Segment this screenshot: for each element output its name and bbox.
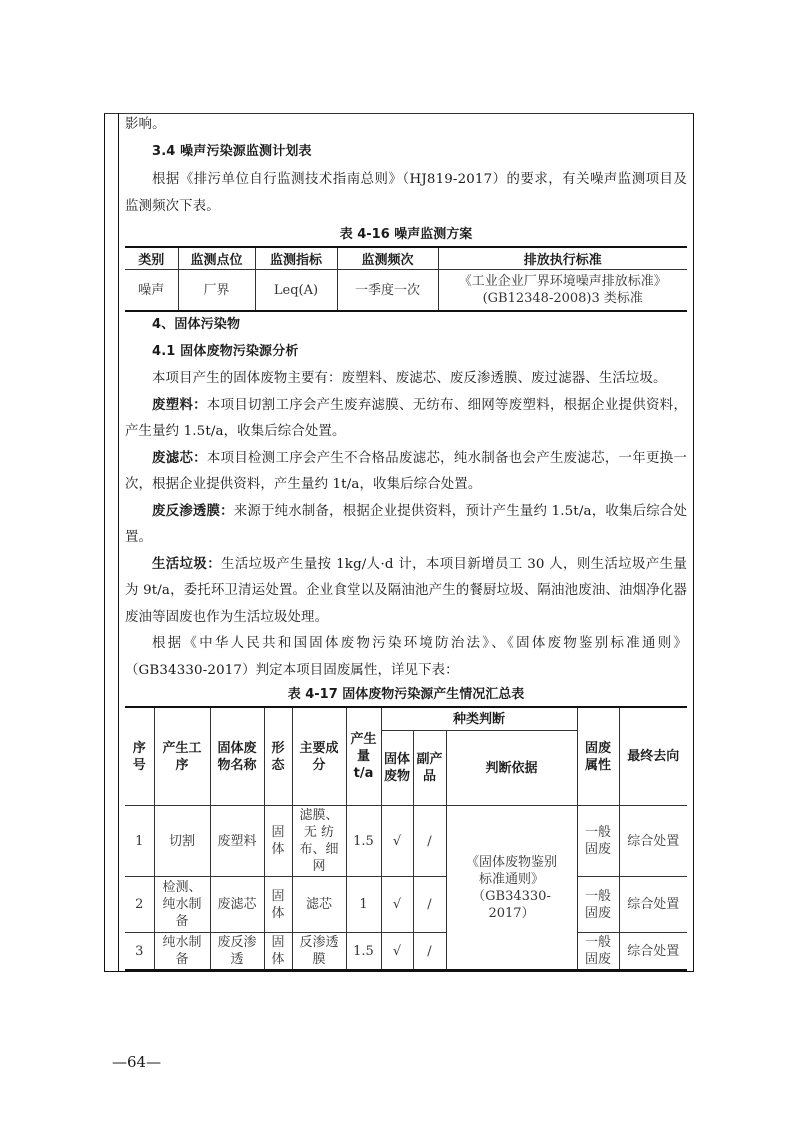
header-amount-unit: t/a [353, 766, 374, 781]
cell-destination: 综合处置 [619, 877, 687, 933]
cell-attribute: 一般固废 [577, 806, 619, 877]
cell-monitoring-point: 厂界 [178, 270, 255, 312]
header-category: 类别 [125, 247, 178, 270]
waste-item-filter [125, 446, 687, 499]
header-seq: 序号 [125, 707, 154, 806]
cell-solid-waste: √ [381, 933, 413, 971]
cell-seq: 2 [125, 877, 154, 933]
waste-item-text: 本项目切割工序会产生废弃滤膜、无纺布、细网等废塑料，根据企业提供资料，产生量约 1.5t/a，收集后综合处置。 [125, 397, 687, 439]
document-body [125, 113, 687, 972]
section-3-4-heading: 3.4 噪声污染源监测计划表 [152, 144, 312, 159]
cell-composition: 反渗透膜 [292, 933, 346, 971]
header-monitoring-point: 监测点位 [178, 247, 255, 270]
cell-process: 纯水制备 [154, 933, 210, 971]
frame-left-rule [118, 113, 119, 972]
cell-solid-waste: √ [381, 877, 413, 933]
cell-basis-merged: 《固体废物鉴别标准通则》（GB34330-2017） [446, 806, 577, 971]
cell-attribute: 一般固废 [577, 877, 619, 933]
intro-tail: 影响。 [125, 117, 166, 132]
waste-item-domestic [125, 552, 687, 632]
table-header-row [125, 247, 687, 270]
cell-by-product: / [413, 933, 446, 971]
solid-waste-summary: 本项目产生的固体废物主要有：废塑料、废滤芯、废反渗透膜、废过滤器、生活垃圾。 [152, 371, 667, 386]
page-number: —64— [112, 1053, 162, 1071]
cell-category: 噪声 [125, 270, 178, 312]
header-frequency: 监测频次 [337, 247, 438, 270]
cell-by-product: / [413, 877, 446, 933]
header-form: 形态 [264, 707, 292, 806]
header-process: 产生工序 [154, 707, 210, 806]
cell-amount: 1.5 [346, 806, 381, 877]
cell-process: 检测、纯水制备 [154, 877, 210, 933]
cell-destination: 综合处置 [619, 933, 687, 971]
table-row [125, 806, 687, 877]
cell-process: 切割 [154, 806, 210, 877]
table-header-row [125, 707, 687, 731]
waste-item-label: 废塑料： [152, 397, 207, 413]
classification-basis: 根据《中华人民共和国固体废物污染环境防治法》、《固体废物鉴别标准通则》（GB34330-2017）判定本项目固废属性，详见下表： [125, 636, 687, 678]
cell-composition: 滤膜、无 纺布、细网 [292, 806, 346, 877]
header-judgement-group: 种类判断 [381, 707, 577, 731]
table-row [125, 933, 687, 971]
section-3-4-paragraph: 根据《排污单位自行监测技术指南总则》（HJ819-2017）的要求，有关噪声监测项目及监测频次下表。 [125, 172, 687, 214]
cell-waste-name: 废塑料 [210, 806, 264, 877]
cell-waste-name: 废滤芯 [210, 877, 264, 933]
header-basis: 判断依据 [446, 731, 577, 806]
cell-amount: 1 [346, 877, 381, 933]
cell-waste-name: 废反渗透 [210, 933, 264, 971]
cell-seq: 3 [125, 933, 154, 971]
noise-monitoring-table [125, 246, 687, 312]
cell-solid-waste: √ [381, 806, 413, 877]
header-solid-waste: 固体废物 [381, 731, 413, 806]
section-4-1-heading: 4.1 固体废物污染源分析 [152, 344, 299, 359]
cell-destination: 综合处置 [619, 806, 687, 877]
table-row [125, 877, 687, 933]
waste-item-plastic [125, 393, 687, 446]
waste-item-ro-membrane [125, 499, 687, 552]
section-4-heading: 4、固体污染物 [152, 317, 241, 332]
waste-item-label: 废反渗透膜： [152, 503, 234, 519]
waste-item-label: 废滤芯： [152, 450, 207, 466]
cell-seq: 1 [125, 806, 154, 877]
header-standard: 排放执行标准 [438, 247, 687, 270]
table-row [125, 270, 687, 312]
solid-waste-summary-table [125, 706, 687, 972]
header-monitoring-index: 监测指标 [255, 247, 337, 270]
cell-attribute: 一般固废 [577, 933, 619, 971]
waste-item-text: 来源于纯水制备，根据企业提供资料，预计产生量约 1.5t/a，收集后综合处置。 [125, 503, 687, 545]
cell-monitoring-index: Leq(A) [255, 270, 337, 312]
header-attribute: 固废属性 [577, 707, 619, 806]
waste-item-text: 本项目检测工序会产生不合格品废滤芯，纯水制备也会产生废滤芯，一年更换一次，根据企业提供资料，产生量约 1t/a，收集后综合处置。 [125, 450, 687, 492]
header-amount [346, 707, 381, 806]
waste-item-text: 生活垃圾产生量按 1kg/人·d 计，本项目新增员工 30 人，则生活垃圾产生量为 9t/a，委托环卫清运处置。企业食堂以及隔油池产生的餐厨垃圾、隔油池废油、油烟净化器废油等固废也作为生活垃圾处理。 [125, 556, 688, 625]
header-destination: 最终去向 [619, 707, 687, 806]
cell-by-product: / [413, 806, 446, 877]
header-waste-name: 固体废物名称 [210, 707, 264, 806]
cell-standard: 《工业企业厂界环境噪声排放标准》(GB12348-2008)3 类标准 [438, 270, 687, 312]
cell-frequency: 一季度一次 [337, 270, 438, 312]
header-amount-label: 产生量 [350, 732, 377, 764]
cell-amount: 1.5 [346, 933, 381, 971]
header-composition: 主要成分 [292, 707, 346, 806]
cell-form: 固体 [264, 806, 292, 877]
cell-composition: 滤芯 [292, 877, 346, 933]
table-4-17-caption: 表 4-17 固体废物污染源产生情况汇总表 [287, 687, 525, 702]
table-4-16-caption: 表 4-16 噪声监测方案 [339, 227, 473, 242]
cell-form: 固体 [264, 877, 292, 933]
header-by-product: 副产品 [413, 731, 446, 806]
cell-form: 固体 [264, 933, 292, 971]
waste-item-label: 生活垃圾： [152, 556, 222, 572]
